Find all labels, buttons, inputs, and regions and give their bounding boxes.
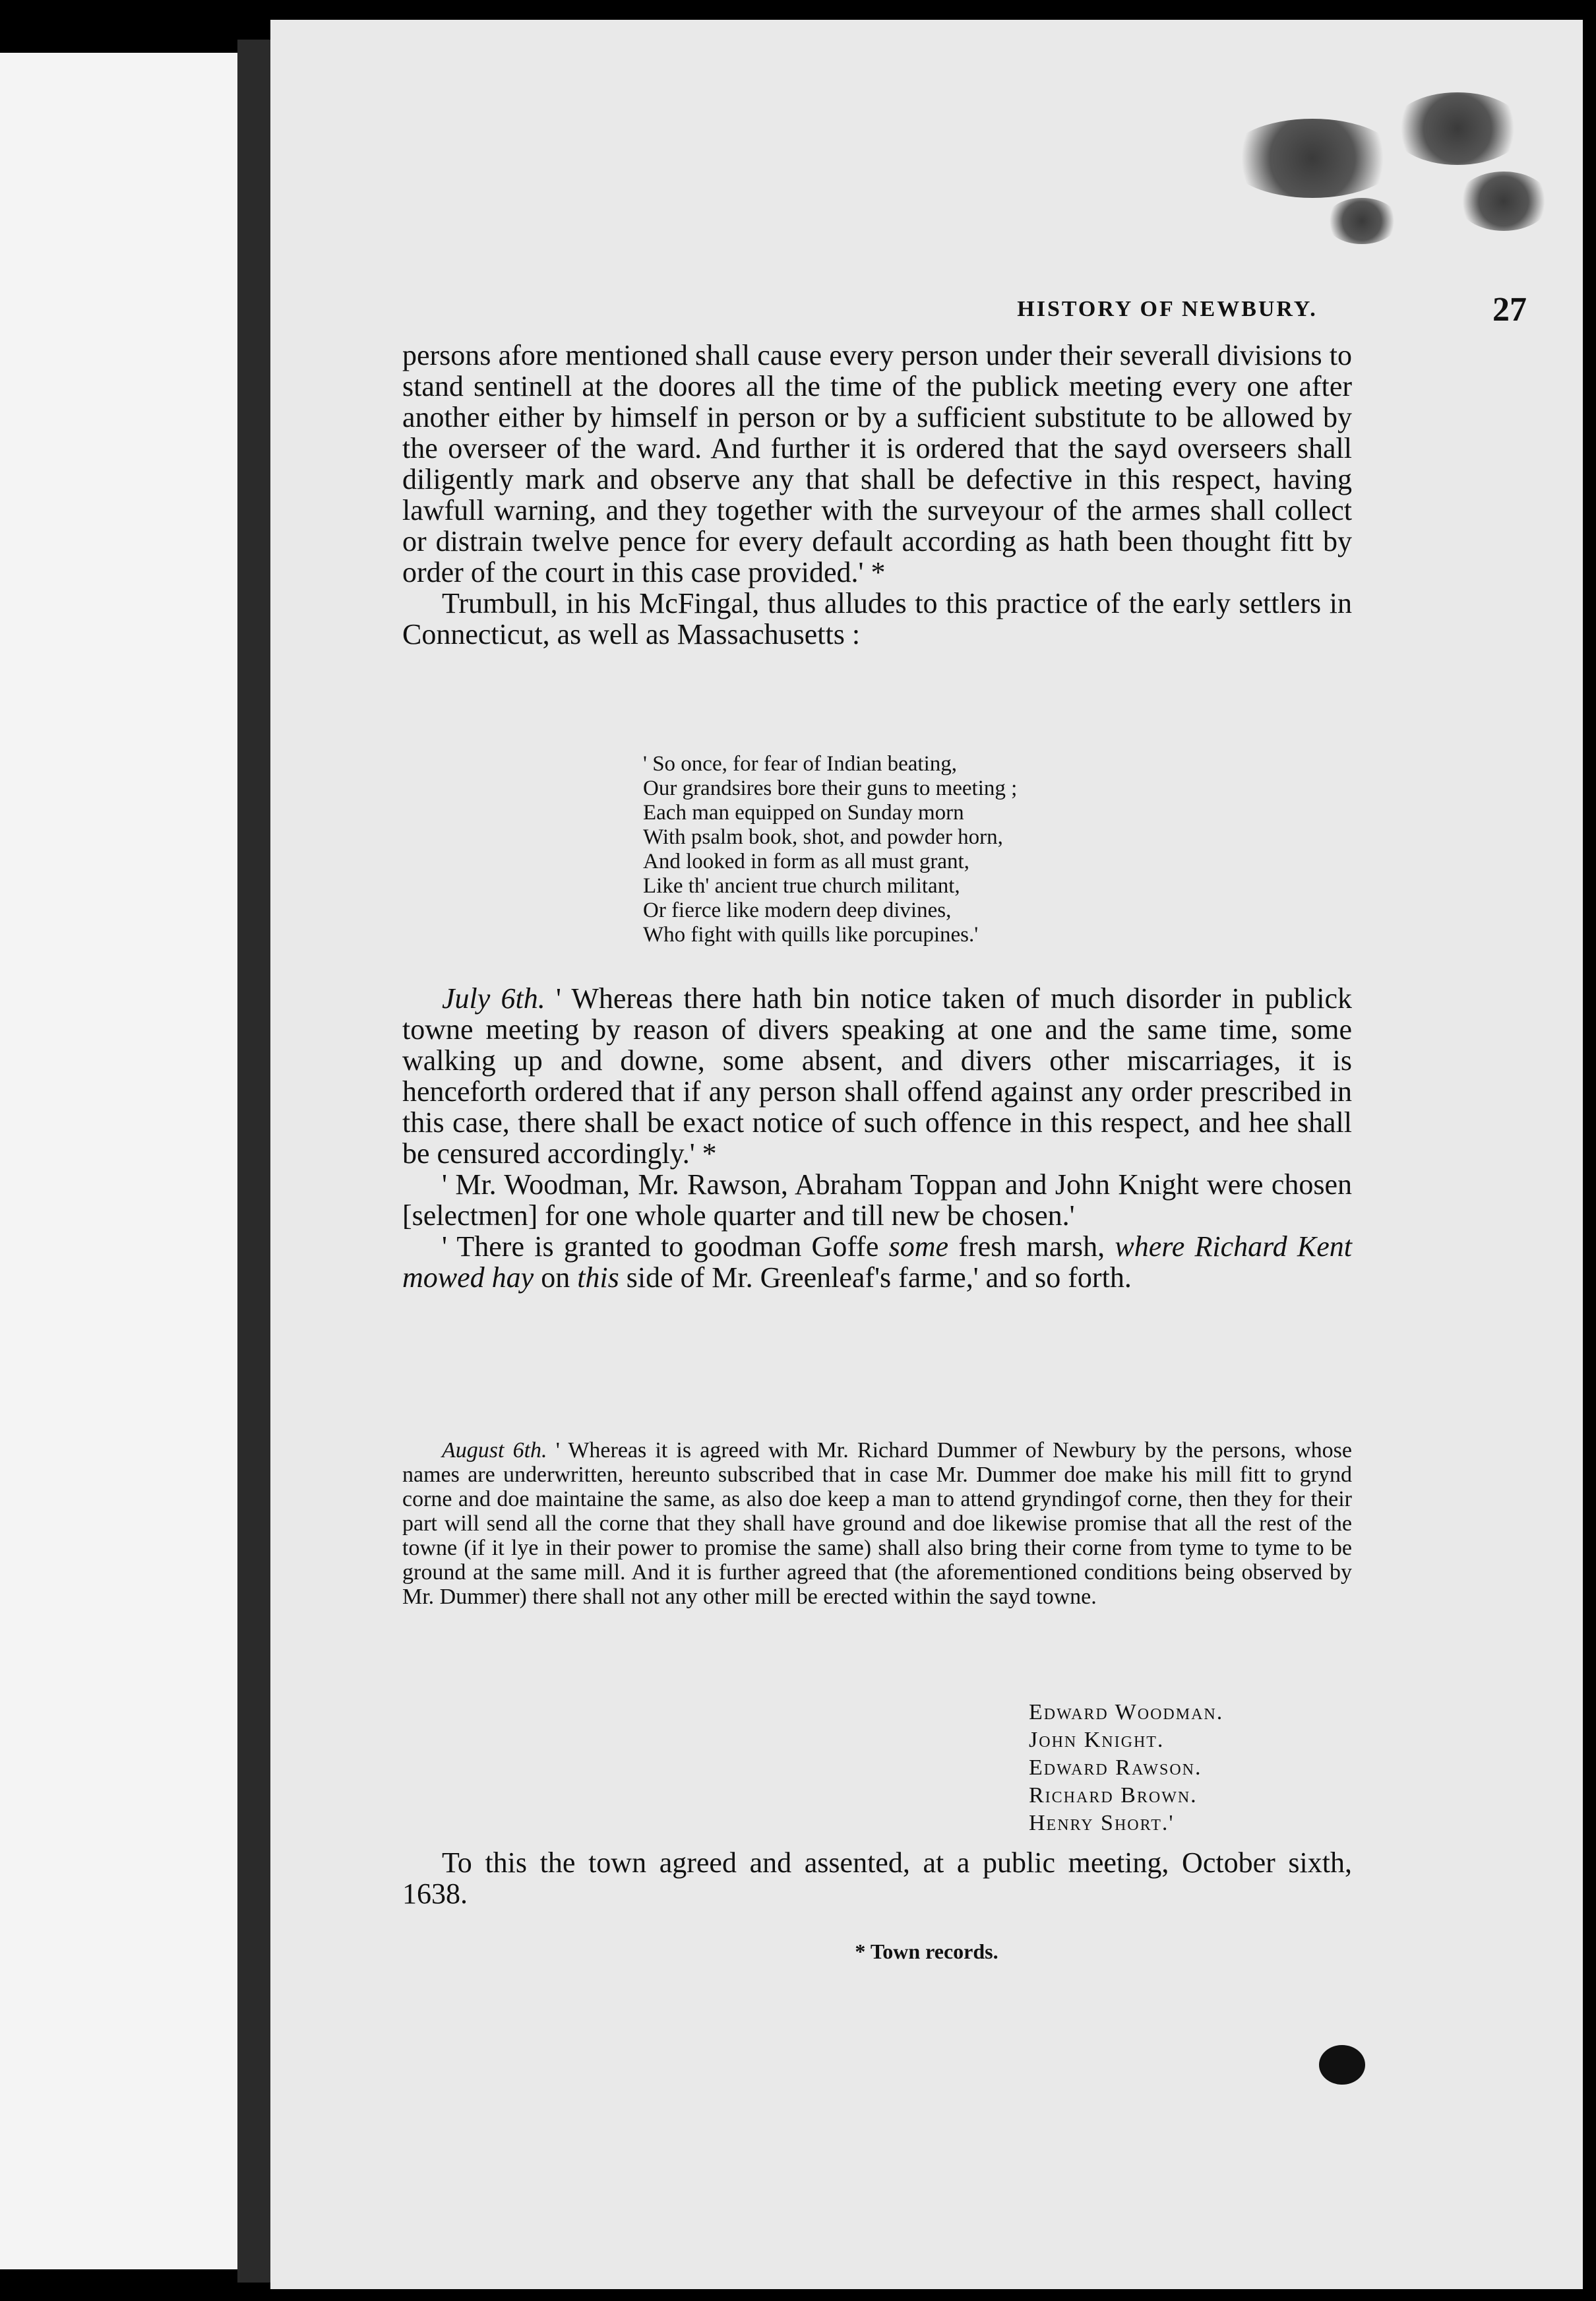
ink-blot <box>1319 2045 1365 2085</box>
signer: Edward Rawson. <box>1029 1755 1202 1780</box>
body-text-middle <box>402 983 1352 1293</box>
ink-stain <box>1227 119 1398 198</box>
signer: Edward Woodman. <box>1029 1700 1224 1724</box>
signers-list <box>1029 1699 1223 1837</box>
book-gutter <box>237 40 270 2283</box>
date-label: August 6th. <box>442 1438 547 1463</box>
signer: John Knight. <box>1029 1728 1165 1752</box>
paragraph: persons afore mentioned shall cause every person under their severall divisions to stand sentinell at the doores all the time of the publick meeting every one after another either by himself in person or by a sufficient substitute to be allowed by the overseer of the ward. And further it is ordered that the sayd overseers shall diligently mark and observe any that shall be defective in this respect, having lawfull warning, and they together with the surveyour of the armes shall collect or distrain twelve pence for every default according as hath been thought fitt by order of the court in this case provided.' * <box>402 339 1352 588</box>
verse-line: Who fight with quills like porcupines.' <box>643 923 979 947</box>
paragraph: ' Mr. Woodman, Mr. Rawson, Abraham Toppan and John Knight were chosen [selectmen] for one whole quarter and till new be chosen.' <box>402 1168 1352 1232</box>
verse-line: ' So once, for fear of Indian beating, <box>643 752 958 776</box>
verse-quotation <box>643 752 1237 947</box>
ink-stain <box>1458 172 1550 231</box>
verse-line: Our grandsires bore their guns to meeting ; <box>643 776 1018 800</box>
date-label: July 6th. <box>442 982 545 1015</box>
verse-line: Each man equipped on Sunday morn <box>643 801 964 825</box>
book-page <box>270 20 1583 2289</box>
paragraph: To this the town agreed and assented, at a public meeting, October sixth, 1638. <box>402 1846 1352 1910</box>
verse-line: With psalm book, shot, and powder horn, <box>643 825 1003 849</box>
verse-line: And looked in form as all must grant, <box>643 850 969 873</box>
running-title: HISTORY OF NEWBURY. <box>1017 297 1318 321</box>
paragraph: July 6th. ' Whereas there hath bin notice taken of much disorder in publick towne meeting by reason of divers speaking at one and the same time, some walking up and downe, some absent, and divers other miscarriages, it is henceforth ordered that if any person shall offend against any order prescribed in this case, there shall be exact notice of such offence in this respect, and hee shall be censured accordingly.' * <box>402 982 1352 1170</box>
paragraph: Trumbull, in his McFingal, thus alludes to this practice of the early settlers in Connecticut, as well as Massachusetts : <box>402 587 1352 650</box>
paragraph: ' There is granted to goodman Goffe some fresh marsh, where Richard Kent mowed hay on this side of Mr. Greenleaf's farme,' and so forth. <box>402 1230 1353 1294</box>
agreement-text <box>402 1438 1352 1609</box>
ink-stain <box>1326 198 1398 244</box>
verse-line: Like th' ancient true church militant, <box>643 874 960 898</box>
verse-line: Or fierce like modern deep divines, <box>643 898 952 922</box>
footnote: * Town records. <box>855 1939 998 1963</box>
page-number: 27 <box>1492 291 1527 329</box>
ink-stain <box>1392 92 1523 165</box>
body-text-top <box>402 340 1352 650</box>
body-text-bottom <box>402 1847 1352 1909</box>
signer: Richard Brown. <box>1029 1783 1198 1808</box>
signer: Henry Short.' <box>1029 1811 1175 1835</box>
paragraph: August 6th. ' Whereas it is agreed with Mr. Richard Dummer of Newbury by the persons, whose names are underwritten, hereunto subscribed that in case Mr. Dummer doe make his mill fitt to grynd corne and doe maintaine the same, as also doe keep a man to attend gryndingof corne, then they for their part will send all the corne that they shall have ground and doe likewise promise that all the rest of the towne (if it lye in their power to promise the same) shall also bring their corne from tyme to tyme to be ground at the same mill. And it is further agreed that (the aforementioned conditions being observed by Mr. Dummer) there shall not any other mill be erected within the sayd towne. <box>402 1438 1352 1609</box>
facing-page <box>0 53 237 2269</box>
